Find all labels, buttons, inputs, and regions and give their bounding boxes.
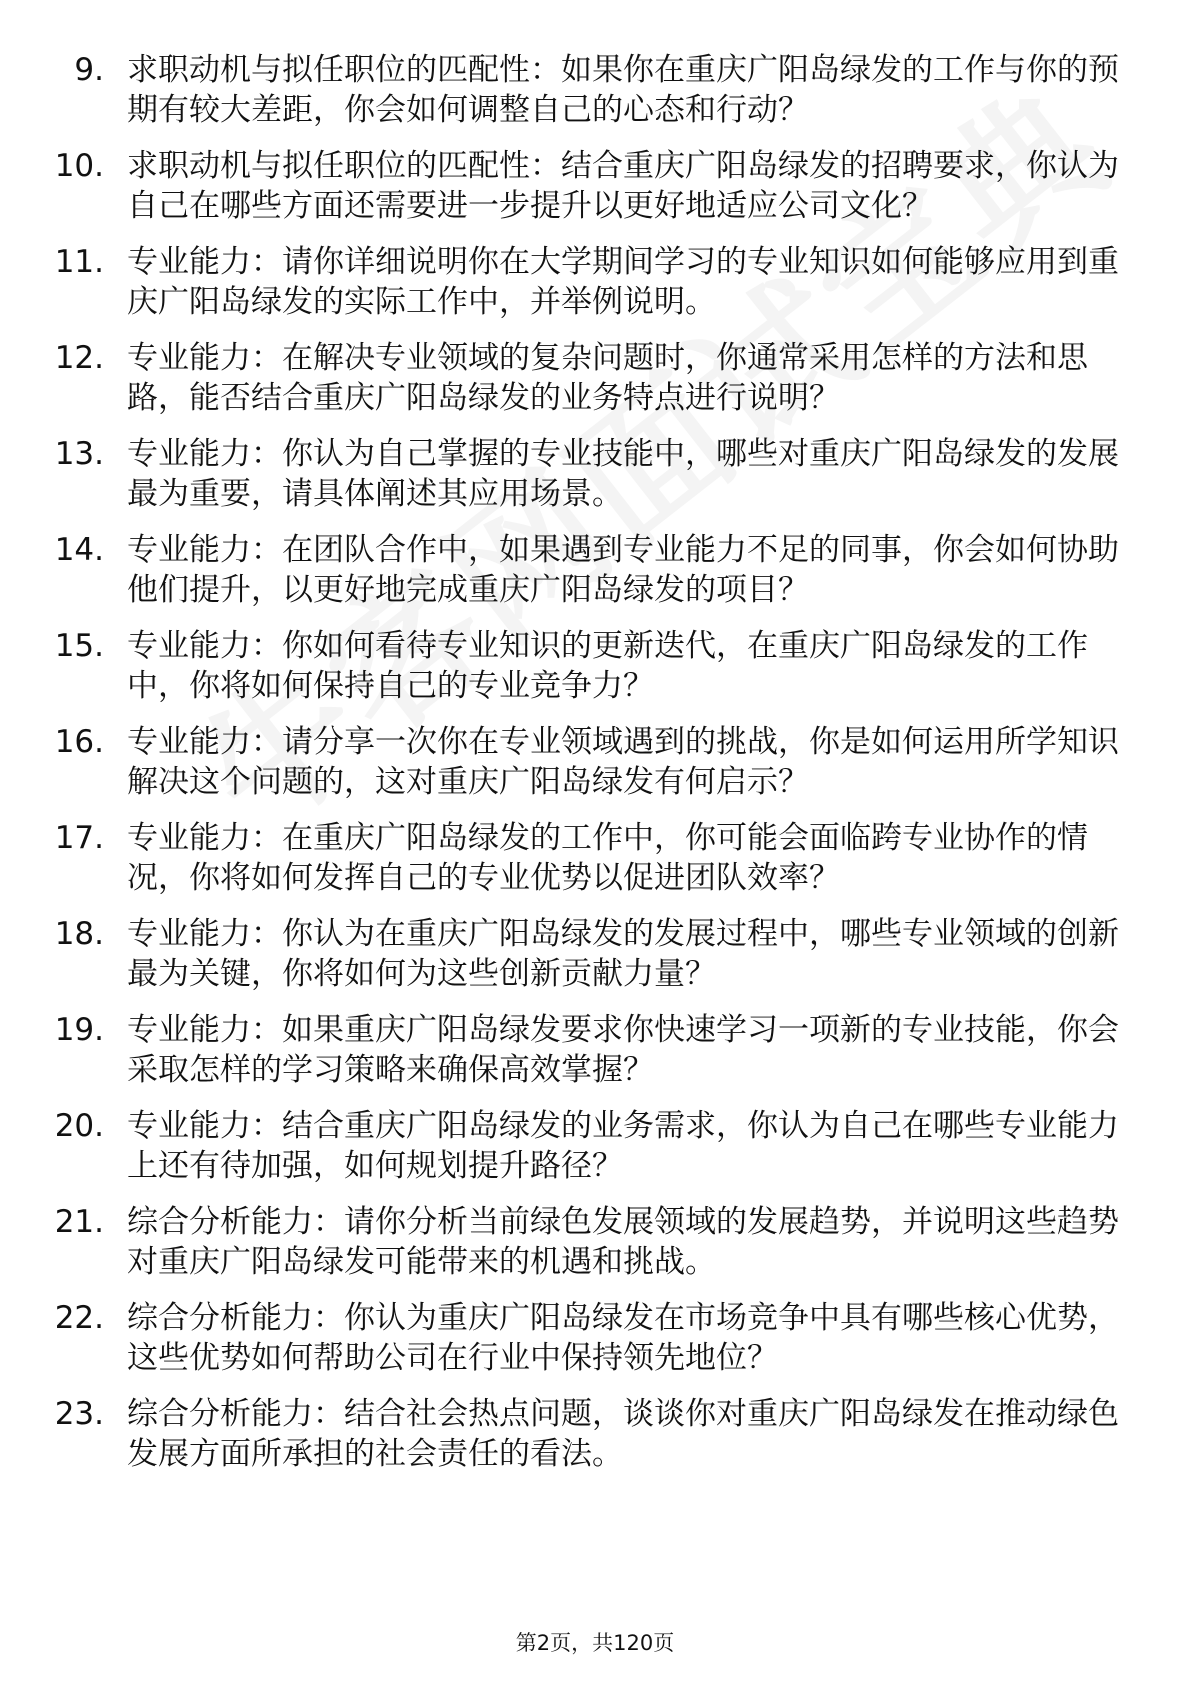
question-number: 20. xyxy=(54,1108,104,1144)
question-number: 15. xyxy=(54,628,104,664)
question-number: 17. xyxy=(54,820,104,856)
question-text: 专业能力：请你详细说明你在大学期间学习的专业知识如何能够应用到重庆广阳岛绿发的实际工作中，并举例说明。 xyxy=(127,244,1119,320)
question-item-17 xyxy=(0,818,1190,898)
question-text: 专业能力：你如何看待专业知识的更新迭代，在重庆广阳岛绿发的工作中，你将如何保持自己的专业竞争力？ xyxy=(127,628,1088,704)
question-item-19 xyxy=(0,1010,1190,1090)
question-text: 求职动机与拟任职位的匹配性：结合重庆广阳岛绿发的招聘要求，你认为自己在哪些方面还需要进一步提升以更好地适应公司文化？ xyxy=(127,148,1119,224)
question-number: 16. xyxy=(54,724,104,760)
question-item-20 xyxy=(0,1106,1190,1186)
question-number: 19. xyxy=(54,1012,104,1048)
question-text: 专业能力：在重庆广阳岛绿发的工作中，你可能会面临跨专业协作的情况，你将如何发挥自己的专业优势以促进团队效率？ xyxy=(127,820,1088,896)
question-number: 11. xyxy=(54,244,104,280)
question-item-14 xyxy=(0,530,1190,610)
question-item-9 xyxy=(0,50,1190,130)
question-number: 18. xyxy=(54,916,104,952)
question-text: 综合分析能力：你认为重庆广阳岛绿发在市场竞争中具有哪些核心优势，这些优势如何帮助公司在行业中保持领先地位？ xyxy=(127,1300,1119,1376)
question-text: 专业能力：你认为在重庆广阳岛绿发的发展过程中，哪些专业领域的创新最为关键，你将如何为这些创新贡献力量？ xyxy=(127,916,1119,992)
question-number: 22. xyxy=(54,1300,104,1336)
question-item-22 xyxy=(0,1298,1190,1378)
question-item-21 xyxy=(0,1202,1190,1282)
page-number-label: 第2页，共120页 xyxy=(515,1631,675,1655)
question-item-16 xyxy=(0,722,1190,802)
question-number: 12. xyxy=(54,340,104,376)
question-text: 求职动机与拟任职位的匹配性：如果你在重庆广阳岛绿发的工作与你的预期有较大差距，你会如何调整自己的心态和行动？ xyxy=(127,52,1119,128)
question-item-12 xyxy=(0,338,1190,418)
page-footer xyxy=(0,1629,1190,1657)
question-item-18 xyxy=(0,914,1190,994)
question-number: 9. xyxy=(74,52,104,88)
question-number: 13. xyxy=(54,436,104,472)
question-text: 综合分析能力：结合社会热点问题，谈谈你对重庆广阳岛绿发在推动绿色发展方面所承担的社会责任的看法。 xyxy=(127,1396,1119,1472)
question-number: 21. xyxy=(54,1204,104,1240)
question-text: 专业能力：结合重庆广阳岛绿发的业务需求，你认为自己在哪些专业能力上还有待加强，如何规划提升路径？ xyxy=(127,1108,1119,1184)
question-item-15 xyxy=(0,626,1190,706)
question-text: 综合分析能力：请你分析当前绿色发展领域的发展趋势，并说明这些趋势对重庆广阳岛绿发可能带来的机遇和挑战。 xyxy=(127,1204,1119,1280)
question-text: 专业能力：在团队合作中，如果遇到专业能力不足的同事，你会如何协助他们提升，以更好地完成重庆广阳岛绿发的项目？ xyxy=(127,532,1119,608)
question-text: 专业能力：请分享一次你在专业领域遇到的挑战，你是如何运用所学知识解决这个问题的，这对重庆广阳岛绿发有何启示？ xyxy=(127,724,1119,800)
question-number: 14. xyxy=(54,532,104,568)
question-text: 专业能力：在解决专业领域的复杂问题时，你通常采用怎样的方法和思路，能否结合重庆广阳岛绿发的业务特点进行说明？ xyxy=(127,340,1088,416)
question-text: 专业能力：如果重庆广阳岛绿发要求你快速学习一项新的专业技能，你会采取怎样的学习策略来确保高效掌握？ xyxy=(127,1012,1119,1088)
question-item-10 xyxy=(0,146,1190,226)
question-list xyxy=(0,50,1190,1490)
question-item-11 xyxy=(0,242,1190,322)
question-item-13 xyxy=(0,434,1190,514)
question-number: 10. xyxy=(54,148,104,184)
question-number: 23. xyxy=(54,1396,104,1432)
question-text: 专业能力：你认为自己掌握的专业技能中，哪些对重庆广阳岛绿发的发展最为重要，请具体阐述其应用场景。 xyxy=(127,436,1119,512)
question-item-23 xyxy=(0,1394,1190,1474)
